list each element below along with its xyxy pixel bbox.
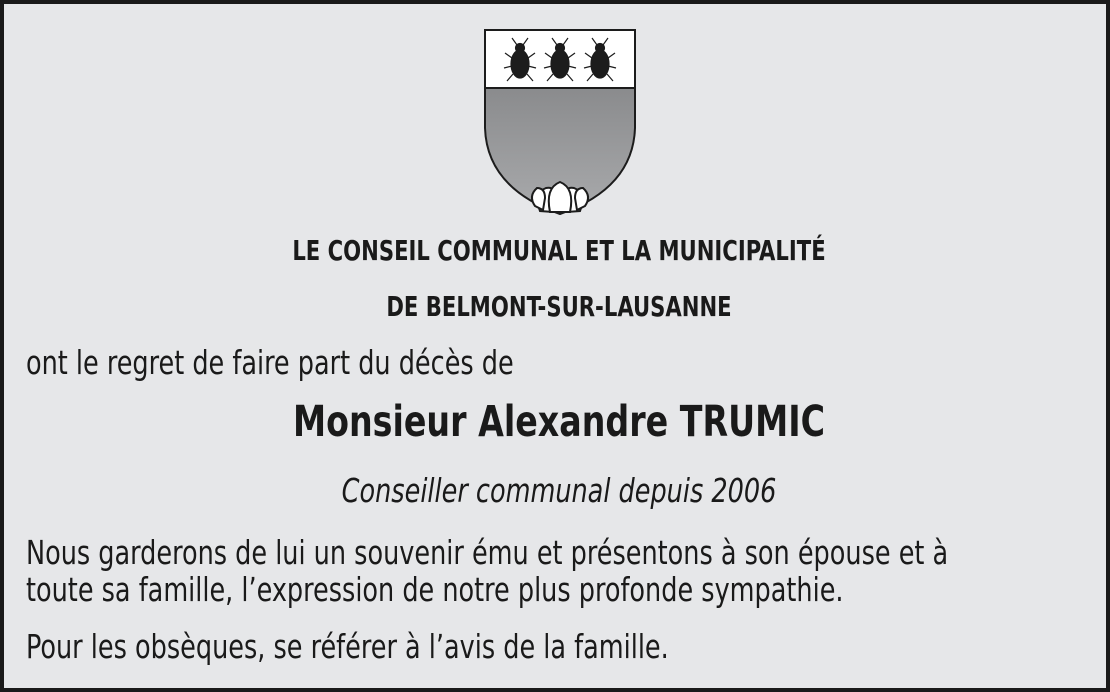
funeral-note: Pour les obsèques, se référer à l’avis de la famille. [26, 627, 669, 666]
intro-text: ont le regret de faire part du décès de [26, 343, 514, 382]
municipality-heading: DE BELMONT-SUR-LAUSANNE [386, 290, 732, 323]
council-heading: LE CONSEIL COMMUNAL ET LA MUNICIPALITÉ [292, 234, 826, 267]
deceased-name: Monsieur Alexandre TRUMIC [292, 397, 826, 447]
deceased-role: Conseiller communal depuis 2006 [341, 471, 777, 510]
condolence-line-1: Nous garderons de lui un souvenir ému et présentons à son épouse et à [26, 533, 949, 572]
coat-of-arms-icon [483, 28, 637, 218]
condolence-line-2: toute sa famille, l’expression de notre plus profonde sympathie. [26, 570, 844, 609]
